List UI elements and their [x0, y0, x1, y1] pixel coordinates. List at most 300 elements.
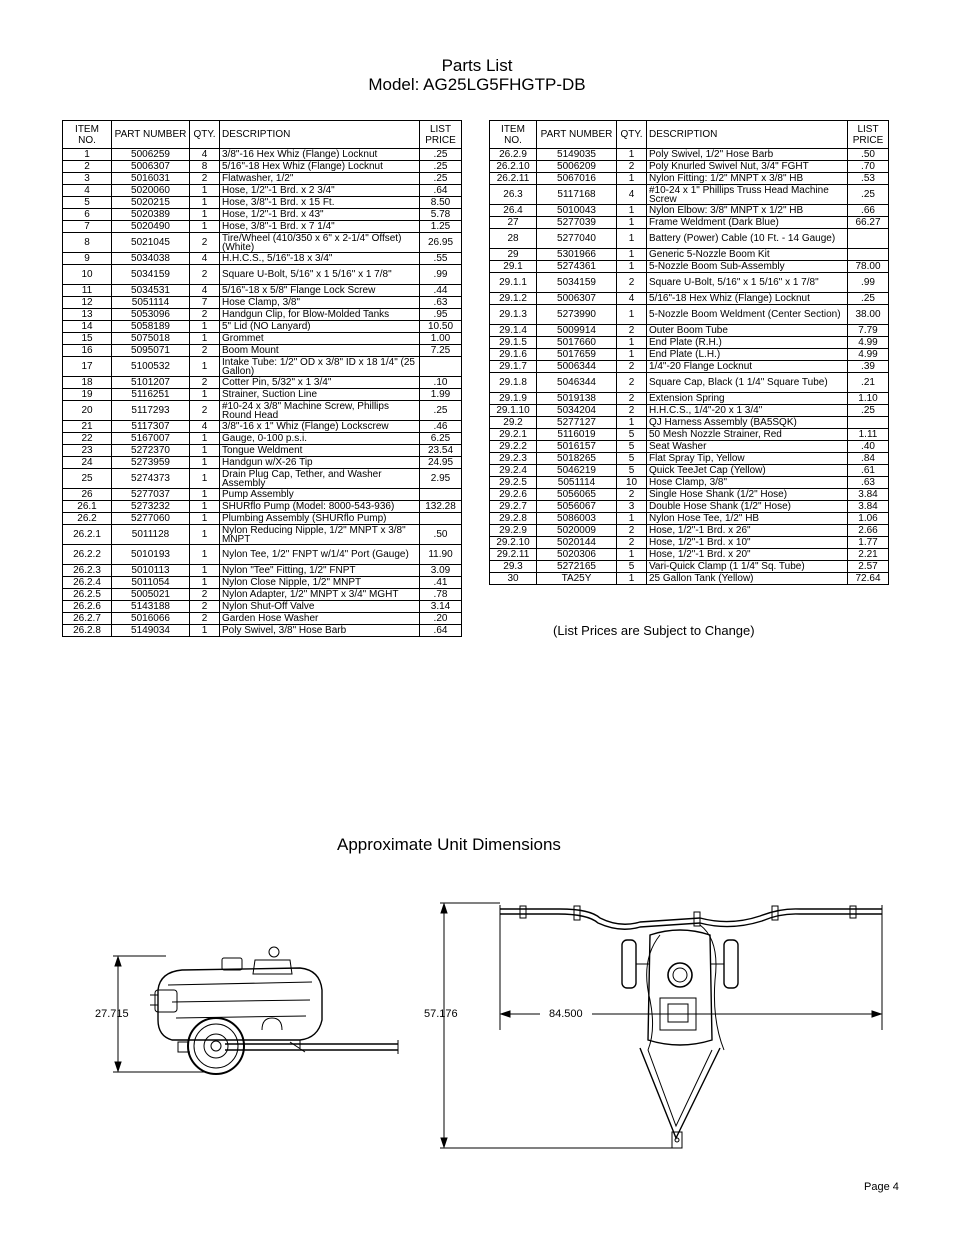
price-cell: 66.27	[848, 217, 889, 229]
item-no-cell: 26.2	[63, 513, 112, 525]
item-no-cell: 26.2.7	[63, 613, 112, 625]
description-cell: Gauge, 0-100 p.s.i.	[220, 433, 420, 445]
description-cell: Handgun w/X-26 Tip	[220, 457, 420, 469]
qty-cell: 1	[190, 577, 220, 589]
price-cell: .40	[848, 441, 889, 453]
item-no-cell: 18	[63, 377, 112, 389]
side-height-dimension: 27.715	[95, 1008, 129, 1020]
part-number-cell: 5273959	[112, 457, 190, 469]
item-no-cell: 26.2.1	[63, 525, 112, 545]
qty-cell: 1	[190, 501, 220, 513]
description-cell: Poly Swivel, 3/8" Hose Barb	[220, 625, 420, 637]
description-cell: Nylon Reducing Nipple, 1/2" MNPT x 3/8" MNPT	[220, 525, 420, 545]
part-number-cell: 5006209	[537, 161, 617, 173]
price-cell: .25	[420, 161, 462, 173]
price-cell: .63	[848, 477, 889, 489]
part-number-cell: 5010193	[112, 545, 190, 565]
part-number-cell: 5100532	[112, 357, 190, 377]
item-no-cell: 26.2.8	[63, 625, 112, 637]
header-item-no: ITEM NO.	[63, 121, 112, 149]
part-number-cell: 5277037	[112, 489, 190, 501]
part-number-cell: 5095071	[112, 345, 190, 357]
qty-cell: 2	[617, 489, 647, 501]
part-number-cell: 5017659	[537, 349, 617, 361]
qty-cell: 1	[617, 249, 647, 261]
item-no-cell: 29.2.8	[490, 513, 537, 525]
qty-cell: 1	[617, 337, 647, 349]
part-number-cell: 5116019	[537, 429, 617, 441]
part-number-cell: 5149035	[537, 149, 617, 161]
part-number-cell: 5011128	[112, 525, 190, 545]
qty-cell: 2	[190, 589, 220, 601]
item-no-cell: 29.2	[490, 417, 537, 429]
qty-cell: 2	[190, 309, 220, 321]
description-cell: 50 Mesh Nozzle Strainer, Red	[647, 429, 848, 441]
qty-cell: 4	[190, 149, 220, 161]
part-number-cell: 5020490	[112, 221, 190, 233]
item-no-cell: 26.2.6	[63, 601, 112, 613]
item-no-cell: 29.1.2	[490, 293, 537, 305]
price-cell: 5.78	[420, 209, 462, 221]
part-number-cell: 5053096	[112, 309, 190, 321]
item-no-cell: 13	[63, 309, 112, 321]
qty-cell: 2	[190, 601, 220, 613]
qty-cell: 2	[617, 537, 647, 549]
description-cell: 3/8"-16 Hex Whiz (Flange) Locknut	[220, 149, 420, 161]
description-cell: Generic 5-Nozzle Boom Kit	[647, 249, 848, 261]
part-number-cell: 5009914	[537, 325, 617, 337]
description-cell: Hose Clamp, 3/8"	[220, 297, 420, 309]
part-number-cell: 5086003	[537, 513, 617, 525]
item-no-cell: 29.2.2	[490, 441, 537, 453]
description-cell: Strainer, Suction Line	[220, 389, 420, 401]
qty-cell: 1	[190, 625, 220, 637]
price-cell: 2.95	[420, 469, 462, 489]
part-number-cell: 5117168	[537, 185, 617, 205]
item-no-cell: 8	[63, 233, 112, 253]
part-number-cell: 5272370	[112, 445, 190, 457]
qty-cell: 1	[190, 565, 220, 577]
description-cell: Hose, 3/8"-1 Brd. x 15 Ft.	[220, 197, 420, 209]
part-number-cell: 5034531	[112, 285, 190, 297]
qty-cell: 1	[190, 457, 220, 469]
item-no-cell: 28	[490, 229, 537, 249]
description-cell: 5/16"-18 x 5/8" Flange Lock Screw	[220, 285, 420, 297]
header-qty: QTY.	[190, 121, 220, 149]
description-cell: SHURflo Pump (Model: 8000-543-936)	[220, 501, 420, 513]
item-no-cell: 29.1.5	[490, 337, 537, 349]
description-cell: Hose, 1/2"-1 Brd. x 26"	[647, 525, 848, 537]
price-cell: 2.57	[848, 561, 889, 573]
qty-cell: 1	[190, 469, 220, 489]
item-no-cell: 5	[63, 197, 112, 209]
price-cell: .50	[848, 149, 889, 161]
part-number-cell: 5051114	[537, 477, 617, 489]
description-cell: Square Cap, Black (1 1/4" Square Tube)	[647, 373, 848, 393]
item-no-cell: 29.1	[490, 261, 537, 273]
price-cell: .10	[420, 377, 462, 389]
item-no-cell: 21	[63, 421, 112, 433]
qty-cell: 1	[617, 305, 647, 325]
qty-cell: 1	[190, 525, 220, 545]
item-no-cell: 23	[63, 445, 112, 457]
price-cell: 1.00	[420, 333, 462, 345]
price-cell: 26.95	[420, 233, 462, 253]
description-cell: Hose, 1/2"-1 Brd. x 10"	[647, 537, 848, 549]
description-cell: Square U-Bolt, 5/16" x 1 5/16" x 1 7/8"	[220, 265, 420, 285]
description-cell: Nylon Hose Tee, 1/2" HB	[647, 513, 848, 525]
description-cell: Grommet	[220, 333, 420, 345]
description-cell: Hose Clamp, 3/8"	[647, 477, 848, 489]
description-cell: 3/8"-16 x 1" Whiz (Flange) Lockscrew	[220, 421, 420, 433]
price-cell: .25	[848, 293, 889, 305]
price-cell: 24.95	[420, 457, 462, 469]
description-cell: 5/16"-18 Hex Whiz (Flange) Locknut	[220, 161, 420, 173]
part-number-cell: 5274373	[112, 469, 190, 489]
price-cell: .41	[420, 577, 462, 589]
price-cell: 2.66	[848, 525, 889, 537]
item-no-cell: 29.1.1	[490, 273, 537, 293]
part-number-cell: 5051114	[112, 297, 190, 309]
part-number-cell: 5010043	[537, 205, 617, 217]
price-cell: 6.25	[420, 433, 462, 445]
price-cell: .64	[420, 185, 462, 197]
price-cell: 7.25	[420, 345, 462, 357]
part-number-cell: 5020215	[112, 197, 190, 209]
qty-cell: 5	[617, 441, 647, 453]
qty-cell: 8	[190, 161, 220, 173]
price-cell: .53	[848, 173, 889, 185]
qty-cell: 2	[190, 233, 220, 253]
item-no-cell: 29	[490, 249, 537, 261]
item-no-cell: 26.2.3	[63, 565, 112, 577]
qty-cell: 2	[617, 373, 647, 393]
part-number-cell: 5058189	[112, 321, 190, 333]
price-cell: .70	[848, 161, 889, 173]
header-part-number: PART NUMBER	[537, 121, 617, 149]
price-cell: .21	[848, 373, 889, 393]
qty-cell: 5	[617, 429, 647, 441]
item-no-cell: 10	[63, 265, 112, 285]
price-cell: .66	[848, 205, 889, 217]
item-no-cell: 19	[63, 389, 112, 401]
part-number-cell: 5056065	[537, 489, 617, 501]
qty-cell: 1	[617, 173, 647, 185]
price-cell: .55	[420, 253, 462, 265]
qty-cell: 2	[190, 173, 220, 185]
price-cell: 1.99	[420, 389, 462, 401]
item-no-cell: 26.4	[490, 205, 537, 217]
side-view-drawing	[113, 947, 398, 1074]
description-cell: 5-Nozzle Boom Sub-Assembly	[647, 261, 848, 273]
qty-cell: 4	[617, 293, 647, 305]
part-number-cell: 5034159	[537, 273, 617, 293]
description-cell: Nylon Adapter, 1/2" MNPT x 3/4" MGHT	[220, 589, 420, 601]
part-number-cell: 5034159	[112, 265, 190, 285]
item-no-cell: 15	[63, 333, 112, 345]
part-number-cell: 5020306	[537, 549, 617, 561]
part-number-cell: 5006344	[537, 361, 617, 373]
price-cell: .78	[420, 589, 462, 601]
description-cell: Poly Swivel, 1/2" Hose Barb	[647, 149, 848, 161]
price-cell: 11.90	[420, 545, 462, 565]
part-number-cell: 5010113	[112, 565, 190, 577]
price-cell: .39	[848, 361, 889, 373]
qty-cell: 5	[617, 561, 647, 573]
qty-cell: 1	[617, 549, 647, 561]
description-cell: Boom Mount	[220, 345, 420, 357]
price-note: (List Prices are Subject to Change)	[553, 623, 755, 638]
item-no-cell: 29.2.7	[490, 501, 537, 513]
price-cell: 1.10	[848, 393, 889, 405]
description-cell: 1/4"-20 Flange Locknut	[647, 361, 848, 373]
item-no-cell: 2	[63, 161, 112, 173]
qty-cell: 2	[617, 525, 647, 537]
price-cell: .25	[420, 173, 462, 185]
qty-cell: 2	[617, 393, 647, 405]
description-cell: End Plate (R.H.)	[647, 337, 848, 349]
part-number-cell: 5056067	[537, 501, 617, 513]
item-no-cell: 29.1.6	[490, 349, 537, 361]
price-cell: 132.28	[420, 501, 462, 513]
description-cell: Square U-Bolt, 5/16" x 1 5/16" x 1 7/8"	[647, 273, 848, 293]
qty-cell: 1	[190, 445, 220, 457]
item-no-cell: 29.3	[490, 561, 537, 573]
description-cell: Double Hose Shank (1/2" Hose)	[647, 501, 848, 513]
qty-cell: 2	[190, 377, 220, 389]
description-cell: Extension Spring	[647, 393, 848, 405]
price-cell: .25	[420, 149, 462, 161]
description-cell: Tongue Weldment	[220, 445, 420, 457]
qty-cell: 1	[190, 433, 220, 445]
item-no-cell: 14	[63, 321, 112, 333]
price-cell: 8.50	[420, 197, 462, 209]
description-cell: 5-Nozzle Boom Weldment (Center Section)	[647, 305, 848, 325]
part-number-cell: 5006307	[112, 161, 190, 173]
qty-cell: 1	[617, 513, 647, 525]
description-cell: Hose, 1/2"-1 Brd. x 43"	[220, 209, 420, 221]
part-number-cell: 5046344	[537, 373, 617, 393]
part-number-cell: 5018265	[537, 453, 617, 465]
description-cell: Flatwasher, 1/2"	[220, 173, 420, 185]
description-cell: Pump Assembly	[220, 489, 420, 501]
price-cell: 3.84	[848, 501, 889, 513]
qty-cell: 10	[617, 477, 647, 489]
description-cell: Flat Spray Tip, Yellow	[647, 453, 848, 465]
top-length-dimension: 57.176	[424, 1008, 458, 1020]
price-cell: 38.00	[848, 305, 889, 325]
item-no-cell: 29.2.1	[490, 429, 537, 441]
description-cell: Tire/Wheel (410/350 x 6" x 2-1/4" Offset) (White)	[220, 233, 420, 253]
qty-cell: 2	[617, 405, 647, 417]
item-no-cell: 4	[63, 185, 112, 197]
description-cell: Nylon "Tee" Fitting, 1/2" FNPT	[220, 565, 420, 577]
item-no-cell: 26.3	[490, 185, 537, 205]
description-cell: 5/16"-18 Hex Whiz (Flange) Locknut	[647, 293, 848, 305]
header-qty: QTY.	[617, 121, 647, 149]
qty-cell: 1	[617, 417, 647, 429]
qty-cell: 4	[190, 421, 220, 433]
item-no-cell: 29.1.10	[490, 405, 537, 417]
item-no-cell: 26.1	[63, 501, 112, 513]
qty-cell: 1	[190, 321, 220, 333]
description-cell: Garden Hose Washer	[220, 613, 420, 625]
item-no-cell: 29.2.9	[490, 525, 537, 537]
part-number-cell: 5005021	[112, 589, 190, 601]
price-cell: .63	[420, 297, 462, 309]
price-cell: 3.84	[848, 489, 889, 501]
price-cell: 3.14	[420, 601, 462, 613]
price-cell: .64	[420, 625, 462, 637]
qty-cell: 1	[617, 217, 647, 229]
part-number-cell: 5020009	[537, 525, 617, 537]
header-description: DESCRIPTION	[220, 121, 420, 149]
qty-cell: 2	[617, 161, 647, 173]
part-number-cell: 5301966	[537, 249, 617, 261]
part-number-cell: 5046219	[537, 465, 617, 477]
part-number-cell: 5117307	[112, 421, 190, 433]
part-number-cell: 5273232	[112, 501, 190, 513]
price-cell: 4.99	[848, 349, 889, 361]
price-cell: .44	[420, 285, 462, 297]
price-cell: 1.77	[848, 537, 889, 549]
header-list-price: LIST PRICE	[420, 121, 462, 149]
item-no-cell: 3	[63, 173, 112, 185]
item-no-cell: 26.2.11	[490, 173, 537, 185]
part-number-cell: 5020060	[112, 185, 190, 197]
item-no-cell: 29.2.3	[490, 453, 537, 465]
part-number-cell: 5277039	[537, 217, 617, 229]
part-number-cell: 5149034	[112, 625, 190, 637]
part-number-cell: 5075018	[112, 333, 190, 345]
item-no-cell: 30	[490, 573, 537, 585]
part-number-cell: 5274361	[537, 261, 617, 273]
item-no-cell: 16	[63, 345, 112, 357]
qty-cell: 3	[617, 501, 647, 513]
price-cell: .95	[420, 309, 462, 321]
price-cell: .61	[848, 465, 889, 477]
item-no-cell: 29.2.6	[490, 489, 537, 501]
description-cell: Vari-Quick Clamp (1 1/4" Sq. Tube)	[647, 561, 848, 573]
page-title: Parts List	[441, 56, 513, 75]
qty-cell: 1	[190, 513, 220, 525]
qty-cell: 2	[190, 613, 220, 625]
item-no-cell: 24	[63, 457, 112, 469]
qty-cell: 7	[190, 297, 220, 309]
description-cell: Hose, 3/8"-1 Brd. x 7 1/4"	[220, 221, 420, 233]
item-no-cell: 29.1.7	[490, 361, 537, 373]
price-cell: 4.99	[848, 337, 889, 349]
price-cell: 2.21	[848, 549, 889, 561]
description-cell: Intake Tube: 1/2" OD x 3/8" ID x 18 1/4" (25 Gallon)	[220, 357, 420, 377]
model-title: Model: AG25LG5FHGTP-DB	[368, 75, 586, 94]
qty-cell: 2	[617, 325, 647, 337]
qty-cell: 1	[617, 205, 647, 217]
qty-cell: 5	[617, 453, 647, 465]
description-cell: End Plate (L.H.)	[647, 349, 848, 361]
item-no-cell: 27	[490, 217, 537, 229]
item-no-cell: 29.1.3	[490, 305, 537, 325]
item-no-cell: 6	[63, 209, 112, 221]
description-cell: Nylon Close Nipple, 1/2" MNPT	[220, 577, 420, 589]
description-cell: Nylon Elbow: 3/8" MNPT x 1/2" HB	[647, 205, 848, 217]
description-cell: Drain Plug Cap, Tether, and Washer Assembly	[220, 469, 420, 489]
item-no-cell: 26	[63, 489, 112, 501]
description-cell: Cotter Pin, 5/32" x 1 3/4"	[220, 377, 420, 389]
part-number-cell: 5272165	[537, 561, 617, 573]
qty-cell: 1	[190, 197, 220, 209]
part-number-cell: 5021045	[112, 233, 190, 253]
item-no-cell: 29.1.8	[490, 373, 537, 393]
item-no-cell: 26.2.5	[63, 589, 112, 601]
qty-cell: 1	[190, 389, 220, 401]
description-cell: H.H.C.S., 1/4"-20 x 1 3/4"	[647, 405, 848, 417]
description-cell: Hose, 1/2"-1 Brd. x 20"	[647, 549, 848, 561]
top-view-drawing	[440, 903, 882, 1148]
qty-cell: 1	[617, 149, 647, 161]
part-number-cell: 5016031	[112, 173, 190, 185]
item-no-cell: 11	[63, 285, 112, 297]
header-description: DESCRIPTION	[647, 121, 848, 149]
description-cell: 5" Lid (NO Lanyard)	[220, 321, 420, 333]
qty-cell: 2	[617, 361, 647, 373]
part-number-cell: 5117293	[112, 401, 190, 421]
price-cell: 10.50	[420, 321, 462, 333]
price-cell: .46	[420, 421, 462, 433]
description-cell: Nylon Fitting: 1/2" MNPT x 3/8" HB	[647, 173, 848, 185]
description-cell: Hose, 1/2"-1 Brd. x 2 3/4"	[220, 185, 420, 197]
description-cell: H.H.C.S., 5/16"-18 x 3/4"	[220, 253, 420, 265]
description-cell: Nylon Tee, 1/2" FNPT w/1/4" Port (Gauge)	[220, 545, 420, 565]
qty-cell: 1	[617, 573, 647, 585]
price-cell: .99	[420, 265, 462, 285]
item-no-cell: 29.1.9	[490, 393, 537, 405]
part-number-cell: 5020389	[112, 209, 190, 221]
part-number-cell: 5006307	[537, 293, 617, 305]
part-number-cell: 5277060	[112, 513, 190, 525]
description-cell: QJ Harness Assembly (BA5SQK)	[647, 417, 848, 429]
qty-cell: 2	[617, 273, 647, 293]
qty-cell: 1	[190, 185, 220, 197]
price-cell: .84	[848, 453, 889, 465]
part-number-cell: 5273990	[537, 305, 617, 325]
item-no-cell: 12	[63, 297, 112, 309]
price-cell: .25	[420, 401, 462, 421]
price-cell: .20	[420, 613, 462, 625]
part-number-cell: 5143188	[112, 601, 190, 613]
qty-cell: 1	[617, 349, 647, 361]
item-no-cell: 22	[63, 433, 112, 445]
description-cell: Quick TeeJet Cap (Yellow)	[647, 465, 848, 477]
description-cell: Poly Knurled Swivel Nut, 3/4" FGHT	[647, 161, 848, 173]
price-cell: 23.54	[420, 445, 462, 457]
description-cell: Seat Washer	[647, 441, 848, 453]
item-no-cell: 1	[63, 149, 112, 161]
price-cell: 72.64	[848, 573, 889, 585]
part-number-cell: 5006259	[112, 149, 190, 161]
item-no-cell: 26.2.2	[63, 545, 112, 565]
part-number-cell: 5277040	[537, 229, 617, 249]
qty-cell: 1	[190, 221, 220, 233]
part-number-cell: 5034204	[537, 405, 617, 417]
part-number-cell: 5277127	[537, 417, 617, 429]
part-number-cell: 5016066	[112, 613, 190, 625]
part-number-cell: 5167007	[112, 433, 190, 445]
part-number-cell: 5017660	[537, 337, 617, 349]
price-cell: 1.06	[848, 513, 889, 525]
qty-cell: 1	[190, 333, 220, 345]
price-cell: 1.25	[420, 221, 462, 233]
